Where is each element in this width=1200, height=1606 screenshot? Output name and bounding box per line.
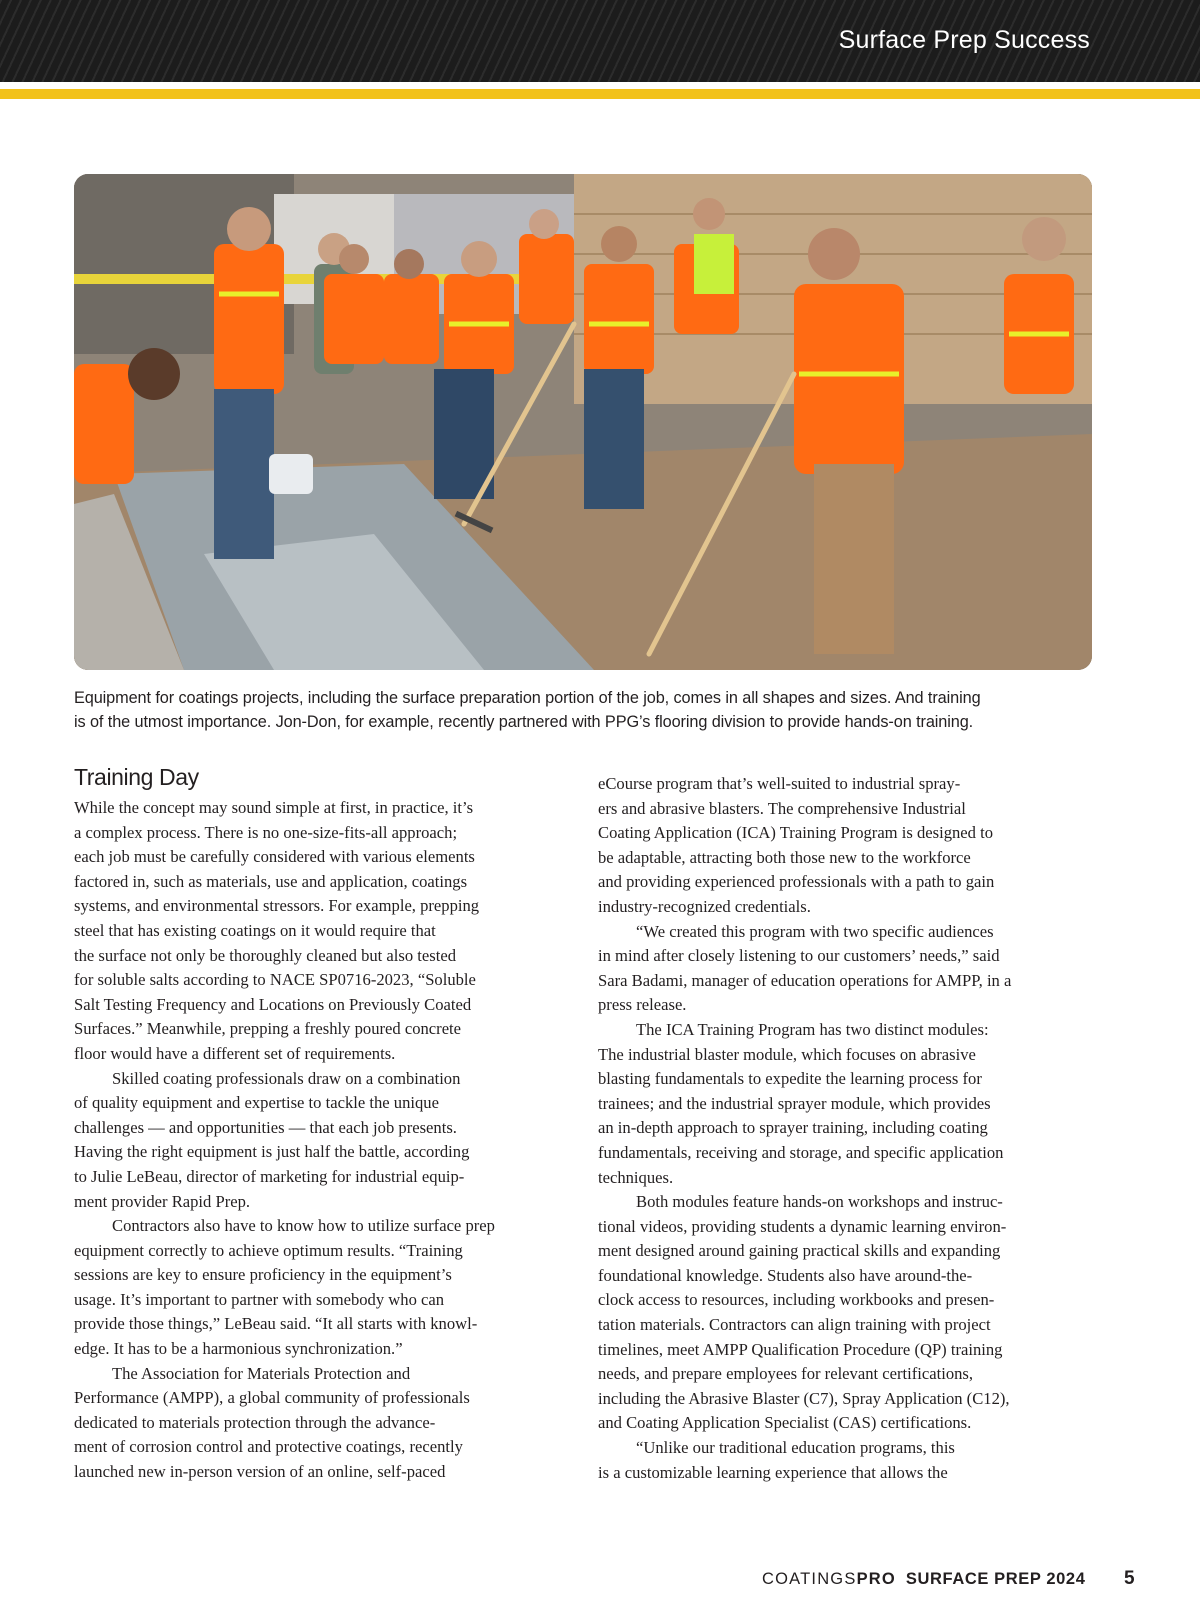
text-line: Skilled coating professionals draw on a combination (112, 1068, 461, 1088)
header-rule-thin (0, 82, 1200, 86)
text-line: techniques. (598, 1167, 674, 1187)
text-line: in mind after closely listening to our customers’ needs,” said (598, 946, 1000, 966)
text-line: industry-recognized credentials. (598, 896, 811, 916)
text-line: ment provider Rapid Prep. (74, 1191, 251, 1211)
text-line: be adaptable, attracting both those new to the workforce (598, 847, 971, 867)
caption-line: Equipment for coatings projects, including the surface preparation portion of the job, comes in all shapes and sizes. And training (74, 689, 981, 707)
head-1 (227, 207, 271, 251)
caption-line: is of the utmost importance. Jon-Don, for example, recently partnered with PPG’s flooring division to provide hands-on training. (74, 713, 974, 731)
text-line: for soluble salts according to NACE SP0716-2023, “Soluble (74, 970, 476, 990)
header-bar (0, 0, 1200, 82)
head-11 (128, 348, 180, 400)
text-line: ers and abrasive blasters. The comprehensive Industrial (598, 798, 966, 818)
paragraph (74, 1362, 574, 1485)
jeans-1 (214, 389, 274, 559)
text-line: a complex process. There is no one-size-fits-all approach; (74, 822, 458, 842)
text-line: factored in, such as materials, use and application, coatings (74, 871, 468, 891)
text-line: systems, and environmental stressors. For example, prepping (74, 896, 480, 916)
text-line: ment designed around gaining practical skills and expanding (598, 1241, 1001, 1261)
text-line: edge. It has to be a harmonious synchronization.” (74, 1339, 403, 1359)
footer-brand-bold: PRO (856, 1570, 896, 1588)
paragraph (598, 1436, 1098, 1485)
text-line: and providing experienced professionals with a path to gain (598, 872, 995, 892)
text-line: The industrial blaster module, which focuses on abrasive (598, 1044, 976, 1064)
text-line: blasting fundamentals to expedite the learning process for (598, 1069, 982, 1089)
text-line: an in-depth approach to sprayer training, including coating (598, 1118, 988, 1138)
text-line: the surface not only be thoroughly cleaned but also tested (74, 945, 457, 965)
text-line: usage. It’s important to partner with somebody who can (74, 1289, 445, 1309)
vest-6 (519, 234, 574, 324)
footer-brand (762, 1570, 1085, 1589)
photo-caption (74, 686, 1094, 734)
text-line: Surfaces.” Meanwhile, prepping a freshly poured concrete (74, 1019, 462, 1039)
bucket (269, 454, 313, 494)
text-line: The Association for Materials Protection and (112, 1363, 411, 1383)
text-line: steel that has existing coatings on it would require that (74, 920, 436, 940)
article-heading: Training Day (74, 764, 199, 790)
vest-1 (214, 244, 284, 394)
text-line: The ICA Training Program has two distinct modules: (636, 1019, 989, 1039)
text-line: floor would have a different set of requirements. (74, 1043, 396, 1063)
text-line: While the concept may sound simple at first, in practice, it’s (74, 798, 474, 817)
text-line: timelines, meet AMPP Qualification Procedure (QP) training (598, 1339, 1003, 1359)
text-line: tation materials. Contractors can align training with project (598, 1315, 991, 1335)
jeans-5 (434, 369, 494, 499)
text-line: “Unlike our traditional education programs, this (636, 1438, 955, 1458)
paragraph (598, 1190, 1098, 1436)
text-line: eCourse program that’s well-suited to industrial spray- (598, 774, 961, 793)
khakis-9 (814, 464, 894, 654)
text-line: including the Abrasive Blaster (C7), Spray Application (C12), (598, 1388, 1010, 1408)
text-line: is a customizable learning experience that allows the (598, 1462, 948, 1482)
text-line: Sara Badami, manager of education operations for AMPP, in a (598, 970, 1012, 990)
vest-3 (324, 274, 384, 364)
head-7 (601, 226, 637, 262)
text-line: provide those things,” LeBeau said. “It all starts with knowl- (74, 1314, 478, 1334)
left-column (74, 796, 574, 1485)
text-line: ment of corrosion control and protective coatings, recently (74, 1437, 463, 1457)
page-number: 5 (1124, 1568, 1135, 1589)
vest-9 (794, 284, 904, 474)
text-line: equipment correctly to achieve optimum results. “Training (74, 1240, 463, 1260)
vest-7 (584, 264, 654, 374)
text-line: dedicated to materials protection through the advance- (74, 1412, 436, 1432)
head-8 (693, 198, 725, 230)
paragraph (598, 920, 1098, 1018)
text-line: Both modules feature hands-on workshops and instruc- (636, 1192, 1003, 1212)
text-line: press release. (598, 995, 687, 1015)
header-rule-yellow (0, 89, 1200, 99)
text-line: foundational knowledge. Students also have around-the- (598, 1265, 973, 1285)
vest-4 (384, 274, 439, 364)
paragraph (74, 1067, 574, 1215)
text-line: Contractors also have to know how to utilize surface prep (112, 1216, 495, 1236)
text-line: fundamentals, receiving and storage, and specific application (598, 1142, 1004, 1162)
text-line: “We created this program with two specific audiences (636, 921, 994, 941)
training-photo (74, 174, 1092, 670)
text-line: tional videos, providing students a dynamic learning environ- (598, 1216, 1007, 1236)
head-3 (339, 244, 369, 274)
jeans-7 (584, 369, 644, 509)
text-line: Salt Testing Frequency and Locations on Previously Coated (74, 994, 472, 1014)
footer-brand-light: COATINGS (762, 1570, 857, 1588)
text-line: trainees; and the industrial sprayer module, which provides (598, 1093, 991, 1113)
text-line: of quality equipment and expertise to tackle the unique (74, 1093, 439, 1113)
text-line: Having the right equipment is just half the battle, according (74, 1142, 470, 1162)
paragraph (74, 1214, 574, 1362)
text-line: Performance (AMPP), a global community of professionals (74, 1388, 470, 1408)
shirt-8 (694, 234, 734, 294)
paragraph (74, 796, 574, 1067)
head-6 (529, 209, 559, 239)
text-line: and Coating Application Specialist (CAS) certifications. (598, 1413, 972, 1433)
head-9 (808, 228, 860, 280)
text-line: clock access to resources, including workbooks and presen- (598, 1290, 995, 1310)
text-line: sessions are key to ensure proficiency in the equipment’s (74, 1265, 452, 1285)
head-4 (394, 249, 424, 279)
text-line: each job must be carefully considered with various elements (74, 847, 475, 867)
text-line: needs, and prepare employees for relevant certifications, (598, 1364, 974, 1384)
text-line: Coating Application (ICA) Training Program is designed to (598, 823, 994, 843)
section-title: Surface Prep Success (838, 26, 1090, 54)
paragraph (598, 1018, 1098, 1190)
head-10 (1022, 217, 1066, 261)
training-photo-illustration (74, 174, 1092, 670)
text-line: launched new in-person version of an online, self-paced (74, 1462, 446, 1482)
head-5 (461, 241, 497, 277)
footer-issue: SURFACE PREP 2024 (905, 1570, 1086, 1588)
text-line: to Julie LeBeau, director of marketing for industrial equip- (74, 1166, 465, 1186)
text-line: challenges — and opportunities — that each job presents. (74, 1117, 457, 1137)
right-column (598, 772, 1098, 1485)
paragraph (598, 772, 1098, 920)
vest-11 (74, 364, 134, 484)
